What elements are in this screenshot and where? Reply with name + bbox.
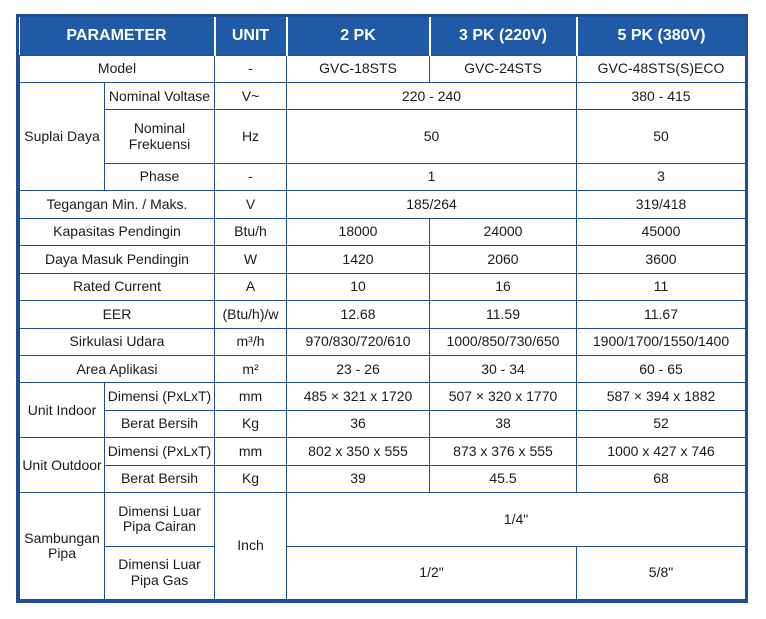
pipa-gas-label: Dimensi Luar Pipa Gas [105,546,215,599]
row-voltase [20,82,746,109]
indoor-dimensi-5pk: 587 × 394 x 1882 [577,383,746,410]
rated-2pk: 10 [287,273,430,300]
frekuensi-unit: Hz [215,110,287,163]
header-unit: UNIT [215,17,287,55]
indoor-dimensi-label: Dimensi (PxLxT) [105,383,215,410]
row-indoor-berat [20,410,746,437]
unit-outdoor-group: Unit Outdoor [20,438,105,493]
phase-2pk-3pk: 1 [287,163,577,190]
header-2pk: 2 PK [287,17,430,55]
row-outdoor-dimensi [20,438,746,465]
eer-2pk: 12.68 [287,301,430,328]
model-5pk: GVC-48STS(S)ECO [577,55,746,82]
phase-label: Phase [105,163,215,190]
daya-unit: W [215,246,287,273]
row-area [20,355,746,382]
outdoor-dimensi-3pk: 873 x 376 x 555 [430,438,577,465]
kapasitas-3pk: 24000 [430,218,577,245]
table-header [20,17,746,55]
rated-3pk: 16 [430,273,577,300]
rated-unit: A [215,273,287,300]
sirkulasi-2pk: 970/830/720/610 [287,328,430,355]
tegangan-5pk: 319/418 [577,191,746,218]
row-tegangan [20,191,746,218]
unit-indoor-group: Unit Indoor [20,383,105,438]
outdoor-dimensi-unit: mm [215,438,287,465]
voltase-label: Nominal Voltase [105,82,215,109]
sambungan-pipa-group: Sambungan Pipa [20,493,105,600]
row-eer [20,301,746,328]
kapasitas-label: Kapasitas Pendingin [20,218,215,245]
frekuensi-label: Nominal Frekuensi [105,110,215,163]
row-sirkulasi [20,328,746,355]
model-2pk: GVC-18STS [287,55,430,82]
header-3pk: 3 PK (220V) [430,17,577,55]
model-unit: - [215,55,287,82]
header-parameter: PARAMETER [20,17,215,55]
indoor-berat-label: Berat Bersih [105,410,215,437]
daya-label: Daya Masuk Pendingin [20,246,215,273]
area-2pk: 23 - 26 [287,355,430,382]
row-kapasitas [20,218,746,245]
outdoor-berat-label: Berat Bersih [105,465,215,492]
spec-table [19,17,746,600]
area-3pk: 30 - 34 [430,355,577,382]
pipa-cairan-all: 1/4" [287,493,746,546]
eer-label: EER [20,301,215,328]
sirkulasi-unit: m³/h [215,328,287,355]
indoor-berat-5pk: 52 [577,410,746,437]
tegangan-unit: V [215,191,287,218]
outdoor-berat-5pk: 68 [577,465,746,492]
frekuensi-5pk: 50 [577,110,746,163]
daya-2pk: 1420 [287,246,430,273]
row-frekuensi [20,110,746,163]
kapasitas-2pk: 18000 [287,218,430,245]
pipa-gas-5pk: 5/8" [577,546,746,599]
outdoor-berat-unit: Kg [215,465,287,492]
sirkulasi-label: Sirkulasi Udara [20,328,215,355]
voltase-2pk-3pk: 220 - 240 [287,82,577,109]
eer-unit: (Btu/h)/w [215,301,287,328]
area-unit: m² [215,355,287,382]
indoor-berat-2pk: 36 [287,410,430,437]
eer-3pk: 11.59 [430,301,577,328]
phase-5pk: 3 [577,163,746,190]
indoor-dimensi-unit: mm [215,383,287,410]
eer-5pk: 11.67 [577,301,746,328]
row-pipa-cairan [20,493,746,546]
indoor-berat-unit: Kg [215,410,287,437]
outdoor-dimensi-5pk: 1000 x 427 x 746 [577,438,746,465]
phase-unit: - [215,163,287,190]
outdoor-dimensi-2pk: 802 x 350 x 555 [287,438,430,465]
tegangan-2pk-3pk: 185/264 [287,191,577,218]
voltase-5pk: 380 - 415 [577,82,746,109]
row-model [20,55,746,82]
frekuensi-2pk-3pk: 50 [287,110,577,163]
row-phase [20,163,746,190]
kapasitas-5pk: 45000 [577,218,746,245]
rated-label: Rated Current [20,273,215,300]
model-label: Model [20,55,215,82]
row-indoor-dimensi [20,383,746,410]
header-5pk: 5 PK (380V) [577,17,746,55]
indoor-dimensi-3pk: 507 × 320 x 1770 [430,383,577,410]
model-3pk: GVC-24STS [430,55,577,82]
indoor-berat-3pk: 38 [430,410,577,437]
sambungan-unit: Inch [215,493,287,600]
row-pipa-gas [20,546,746,599]
rated-5pk: 11 [577,273,746,300]
outdoor-berat-2pk: 39 [287,465,430,492]
row-daya [20,246,746,273]
kapasitas-unit: Btu/h [215,218,287,245]
sirkulasi-3pk: 1000/850/730/650 [430,328,577,355]
voltase-unit: V~ [215,82,287,109]
outdoor-dimensi-label: Dimensi (PxLxT) [105,438,215,465]
indoor-dimensi-2pk: 485 × 321 x 1720 [287,383,430,410]
area-5pk: 60 - 65 [577,355,746,382]
tegangan-label: Tegangan Min. / Maks. [20,191,215,218]
outdoor-berat-3pk: 45.5 [430,465,577,492]
sirkulasi-5pk: 1900/1700/1550/1400 [577,328,746,355]
row-rated-current [20,273,746,300]
daya-3pk: 2060 [430,246,577,273]
suplai-daya-group: Suplai Daya [20,82,105,190]
pipa-gas-2pk-3pk: 1/2" [287,546,577,599]
area-label: Area Aplikasi [20,355,215,382]
daya-5pk: 3600 [577,246,746,273]
row-outdoor-berat [20,465,746,492]
pipa-cairan-label: Dimensi Luar Pipa Cairan [105,493,215,546]
